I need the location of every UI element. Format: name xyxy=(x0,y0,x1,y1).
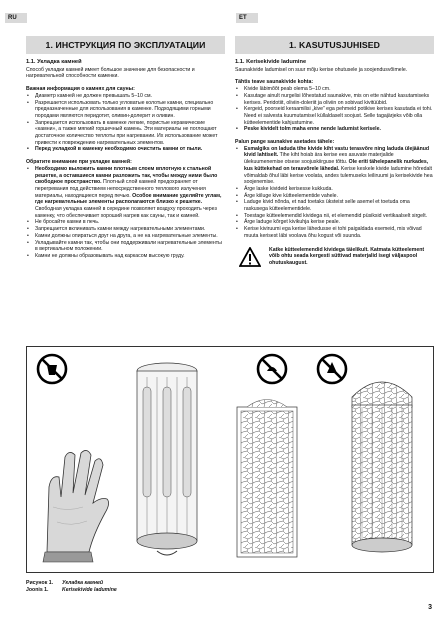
list-item: • Диаметр камней не должен превышать 5–10 см. xyxy=(26,93,225,100)
lang-badge-et: ET xyxy=(236,13,258,23)
warning-note xyxy=(235,247,434,267)
russian-column xyxy=(26,36,225,260)
block2-head-et: Palun pange saunakive asetades tähele: xyxy=(235,139,335,146)
block1-head-et: Tähtis teave saunakivide kohta: xyxy=(235,79,314,86)
block1-list-et xyxy=(235,86,434,133)
list-item: • Peske kividelt tolm maha enne nende ladumist kerisele. xyxy=(235,126,434,133)
page-number: 3 xyxy=(428,604,432,611)
list-item: • Запрещается использовать в каменке легкие, пористые керамические «камни», а также мягкий горшечный камень. Эти материалы не поглощают достаточное количество теплоты при нагревании. Их использование может привести к повреждению нагревательных элементов. xyxy=(26,120,225,147)
prohibition-icon xyxy=(258,355,286,383)
list-item: • Kergeid, poorseid keraamilisi „kive” ega pehmeid potikive kerises kasutada ei tohi. Need ei salvesta kuumutamisel küllaldaselt soojust. Selle tagajärjeks võib olla kütteelementide kahjustumine. xyxy=(235,106,434,126)
list-item: • Перед укладкой в каменку необходимо очистить камни от пыли. xyxy=(26,146,225,153)
prohibition-icon xyxy=(318,355,346,383)
caption-ru-title: Укладка камней xyxy=(62,580,104,586)
section-title-ru: 1. ИНСТРУКЦИЯ ПО ЭКСПЛУАТАЦИИ xyxy=(26,36,225,54)
subheading-ru: 1.1. Укладка камней xyxy=(26,59,82,65)
caption-ru-label: Рисунок 1. xyxy=(26,580,54,586)
intro-et: Saunakivide ladumisel on suur mõju kerise ohutusele ja soojendusvõimele. xyxy=(235,66,408,73)
list-item: • Kasutage ainult nurgelisi lõhestatud saunakive, mis on ette nähtud kasutamiseks kerises. Peridotiit, oliviin-doleriit ja oliviin on sobivad kivitüübid. xyxy=(235,93,434,106)
list-item: • Kivide läbimõõt peab olema 5–10 cm. xyxy=(235,86,434,93)
section-title-et: 1. KASUTUSJUHISED xyxy=(235,36,434,54)
heater-column-illustration xyxy=(137,363,197,555)
list-item: • Камни должны опираться друг на друга, а не на нагревательные элементы. xyxy=(26,233,225,240)
list-item: • Toestage kütteelemendid kividega nii, et elemendid püsiksid vertikaalselt sirgelt. xyxy=(235,213,434,220)
intro-ru: Способ укладки камней имеет большое значение для безопасности и нагревательной способности каменки. xyxy=(26,66,195,80)
heater-with-stones-illustration xyxy=(352,382,412,552)
list-item: • Esmalgiks on laduda tihe kivide kiht vastu terasvõre ning laduda ülejäänud kivid lahtiselt. Tihe kiht hoiab ära kerise ees asuvate materjalide ülekuumenemise otsese soojuskiirguse tõttu. Ole eriti tähelepanelik nurkades, kus küttekehad on terasvõrele lähedal. Kerise keskele kivide ladumine hõredalt võimaldab õhul läbi kerise voolata, andes tulemuseks leiliruumi ja kerisekivide hea soojenemise. xyxy=(235,146,434,186)
block1-head-ru: Важная информация о камнях для сауны: xyxy=(26,86,135,93)
list-item: • Не бросайте камни в печь. xyxy=(26,219,225,226)
caption-et-label: Joonis 1. xyxy=(26,586,49,593)
prohibition-icon xyxy=(38,355,66,383)
lang-badge-ru: RU xyxy=(5,13,27,23)
block2-list-et xyxy=(235,146,434,240)
block1-list-ru xyxy=(26,93,225,153)
heater-top-view xyxy=(237,400,297,558)
figure-stone-placement xyxy=(26,346,434,573)
estonian-column xyxy=(235,36,434,267)
list-item: • Ärge laske kivideid kerisesse kukkuda. xyxy=(235,186,434,193)
block2-list-ru xyxy=(26,166,225,260)
list-item: • Запрещается вклинивать камни между нагревательными элементами. xyxy=(26,226,225,233)
list-item: • Камни не должны образовывать над каркасом высокую груду. xyxy=(26,253,225,260)
subheading-et: 1.1. Kerisekivide ladumine xyxy=(235,59,307,65)
figure-caption xyxy=(26,580,117,594)
list-item: • Ärge laduge kõrget kivikuhja kerise peale. xyxy=(235,219,434,226)
list-item: • Ärge kiiluge kive kütteelementide vahele. xyxy=(235,193,434,200)
warning-text: Katke kütteelemendid kividega täielikult. Katmata kütteelement võib ohtu seada kergesti süttivad materjalid isegi väljaspool ohutuskaugust. xyxy=(269,246,425,266)
block2-head-ru: Обратите внимание при укладке камней: xyxy=(26,159,132,166)
list-item: • Необходимо выложить камни плотным слоем вплотную к стальной решетке, а оставшиеся камни разложить так, чтобы между ними было свободное пространство. Плотный слой камней предохраняет от перегревания под действием непосредственного теплового излучения материалы, находящиеся перед печью. Особое внимание уделяйте углам, где нагревательные элементы располагаются близко к решетке. Свободная укладка камней в середине позволяет воздуху проходить через каменку, что обеспечивает хороший нагрев как сауны, так и камней. xyxy=(26,166,225,220)
glove-icon xyxy=(43,450,109,562)
warning-triangle-icon xyxy=(239,247,261,267)
stone-placement-illustration xyxy=(27,347,433,572)
caption-et-title: Kerisekivide ladumine xyxy=(62,586,117,593)
list-item: • Kerise kiviruumi ega kerise lähedusse ei tohi paigaldada esemeid, mis võivad muuta kerisest läbi voolava õhu kogust või suunda. xyxy=(235,226,434,239)
list-item: • Укладывайте камни так, чтобы они поддерживали нагревательные элементы в вертикальном положении. xyxy=(26,240,225,253)
list-item: • Laduge kivid nõnda, et nad toetaks üksteist selle asemel et toetuda oma raskusega kütteelementidele. xyxy=(235,199,434,212)
list-item: • Разрешается использовать только угловатые колотые камни, специально предназначенные для использования в каменке. Подходящими горными породами являются перидотит, оливин-долерит и оливин. xyxy=(26,100,225,120)
